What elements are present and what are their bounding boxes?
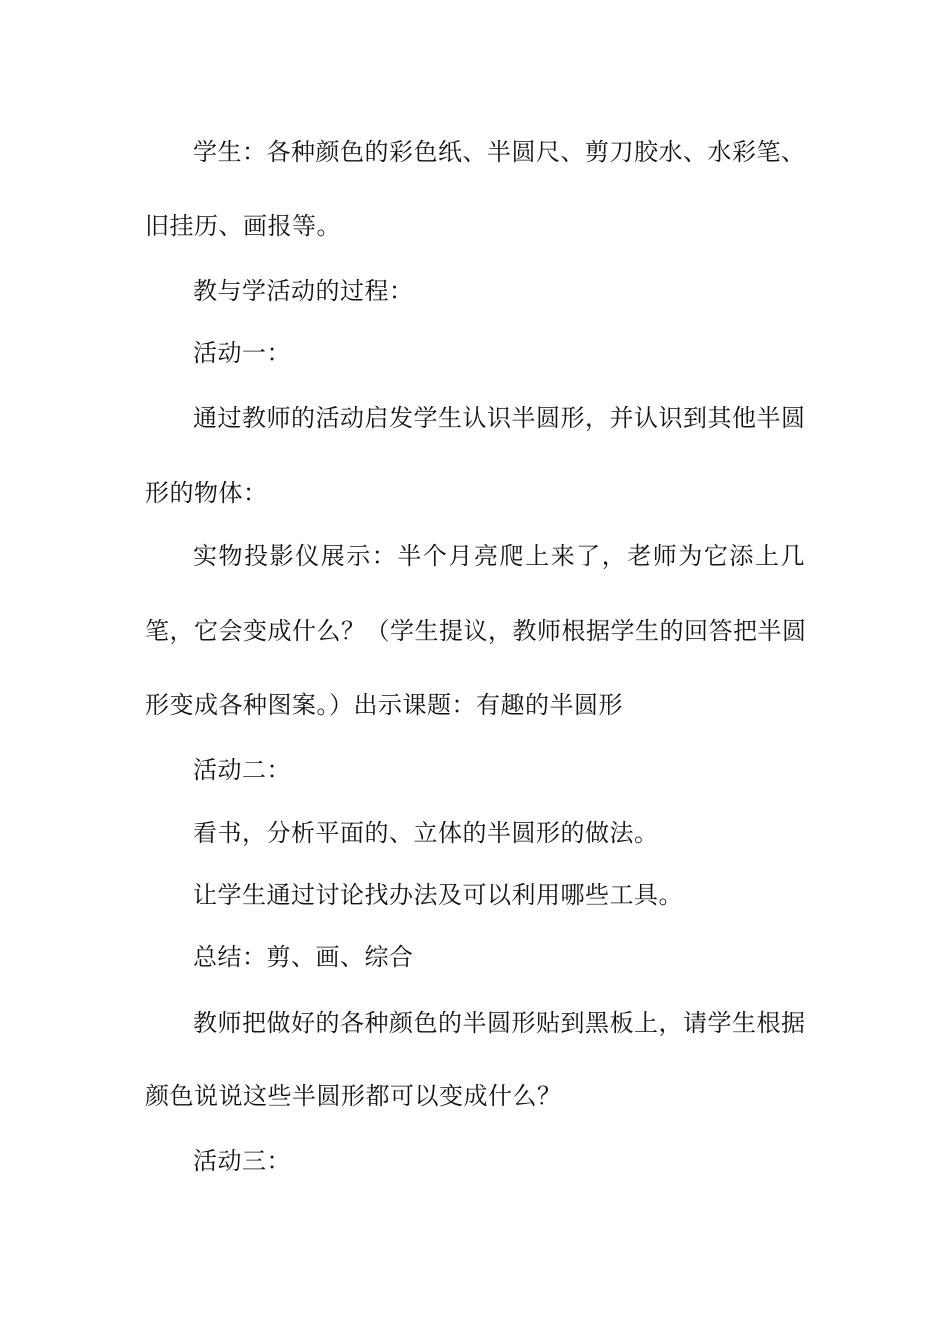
- paragraph-line: 旧挂历、画报等。: [145, 212, 341, 240]
- section-heading: 活动一：: [193, 339, 291, 367]
- paragraph-line: 笔，它会变成什么？（学生提议，教师根据学生的回答把半圆: [145, 617, 807, 645]
- paragraph-line: 形的物体：: [145, 479, 268, 507]
- paragraph-line: 看书，分析平面的、立体的半圆形的做法。: [193, 819, 659, 847]
- paragraph-line: 教与学活动的过程：: [193, 277, 414, 305]
- paragraph-line: 让学生通过讨论找办法及可以利用哪些工具。: [193, 881, 683, 909]
- section-heading: 活动三：: [193, 1147, 291, 1175]
- paragraph-line: 总结：剪、画、综合: [193, 943, 414, 971]
- paragraph-line: 实物投影仪展示：半个月亮爬上来了，老师为它添上几: [193, 542, 805, 570]
- paragraph-line: 颜色说说这些半圆形都可以变成什么？: [145, 1082, 562, 1110]
- section-heading: 活动二：: [193, 756, 291, 784]
- paragraph-line: 教师把做好的各种颜色的半圆形贴到黑板上，请学生根据: [193, 1009, 806, 1037]
- paragraph-line: 形变成各种图案。）出示课题：有趣的半圆形: [145, 691, 623, 719]
- paragraph-line: 学生：各种颜色的彩色纸、半圆尺、剪刀胶水、水彩笔、: [193, 138, 806, 166]
- paragraph-line: 通过教师的活动启发学生认识半圆形，并认识到其他半圆: [193, 404, 806, 432]
